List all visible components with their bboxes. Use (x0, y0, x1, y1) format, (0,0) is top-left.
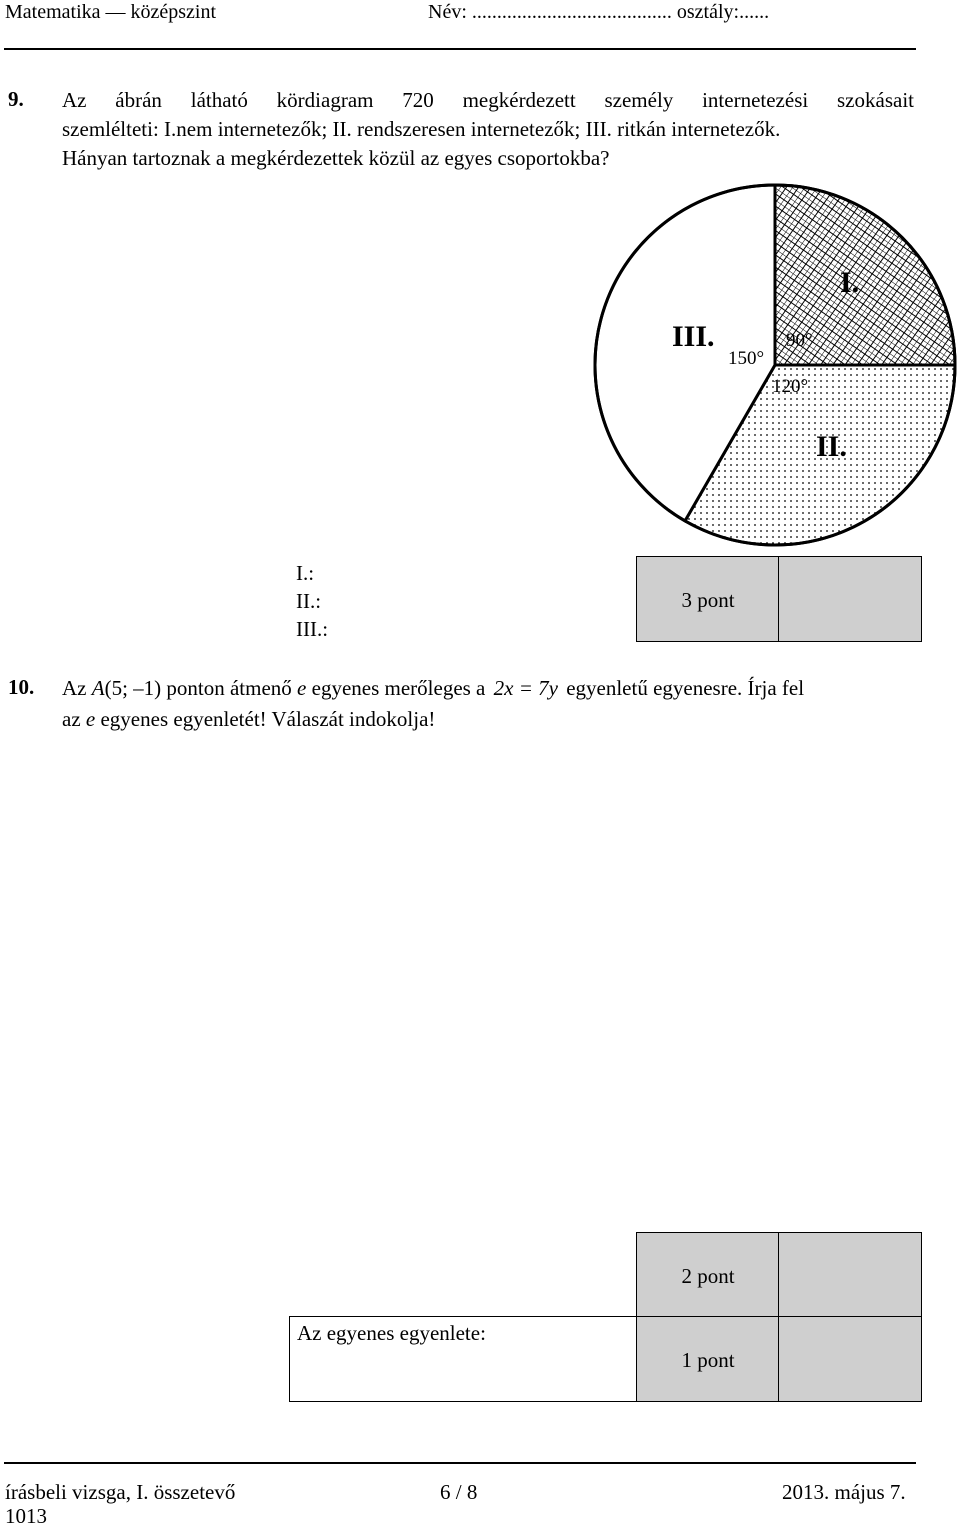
task10-answer-label: Az egyenes egyenlete: (297, 1321, 486, 1345)
slice-label-II: II. (816, 430, 847, 463)
header-rule (4, 48, 916, 50)
footer-exam: írásbeli vizsga, I. összetevő (5, 1480, 236, 1504)
task10-line1: Az A(5; –1) ponton átmenő e egyenes merőleges a 2x = 7y egyenletű egyenesre. Írja fel (62, 676, 805, 700)
equation: 2x = 7y (493, 676, 558, 700)
task9-points: 3 pont (681, 588, 735, 612)
angle-label-120: 120° (772, 376, 809, 397)
answer-label-II: II.: (296, 589, 322, 613)
header-subject: Matematika — középszint (5, 1, 217, 23)
slice-label-III: III. (672, 320, 715, 353)
task9-points-cell (636, 556, 780, 642)
task10-number: 10. (8, 675, 35, 699)
task10-line2: az e egyenes egyenletét! Válaszát indokolja! (62, 707, 436, 731)
task10-score-box-bottom[interactable] (778, 1316, 922, 1402)
angle-label-150: 150° (728, 348, 765, 369)
header-name-class: Név: ........................................ osztály:...... (428, 1, 770, 23)
task10-score-box-top[interactable] (778, 1232, 922, 1318)
footer-date: 2013. május 7. (782, 1480, 906, 1504)
pie-chart (590, 180, 960, 550)
task9-line1: Az ábrán látható kördiagram 720 megkérdezett személy internetezési szokásait (62, 88, 914, 112)
task10-points-bottom: 1 pont (681, 1348, 735, 1372)
answer-label-I: I.: (296, 561, 315, 585)
angle-label-90: 90° (786, 330, 813, 351)
footer-rule (4, 1462, 916, 1464)
task10-points-bottom-cell (636, 1316, 780, 1402)
task10-answer-box[interactable] (289, 1316, 638, 1402)
task10-points-top-cell (636, 1232, 780, 1318)
footer-page: 6 / 8 (440, 1480, 478, 1504)
task9-number: 9. (8, 87, 24, 111)
point-A: A (91, 676, 105, 700)
slice-label-I: I. (840, 266, 860, 299)
task9-score-box[interactable] (778, 556, 922, 642)
answer-label-III: III.: (296, 617, 329, 641)
line-e: e (297, 676, 307, 700)
footer-code: 1013 (5, 1504, 47, 1528)
task9-line2: szemlélteti: I.nem internetezők; II. rendszeresen internetezők; III. ritkán internetezők. (62, 117, 781, 141)
task10-points-top: 2 pont (681, 1264, 735, 1288)
task9-line3: Hányan tartoznak a megkérdezettek közül az egyes csoportokba? (62, 146, 610, 170)
